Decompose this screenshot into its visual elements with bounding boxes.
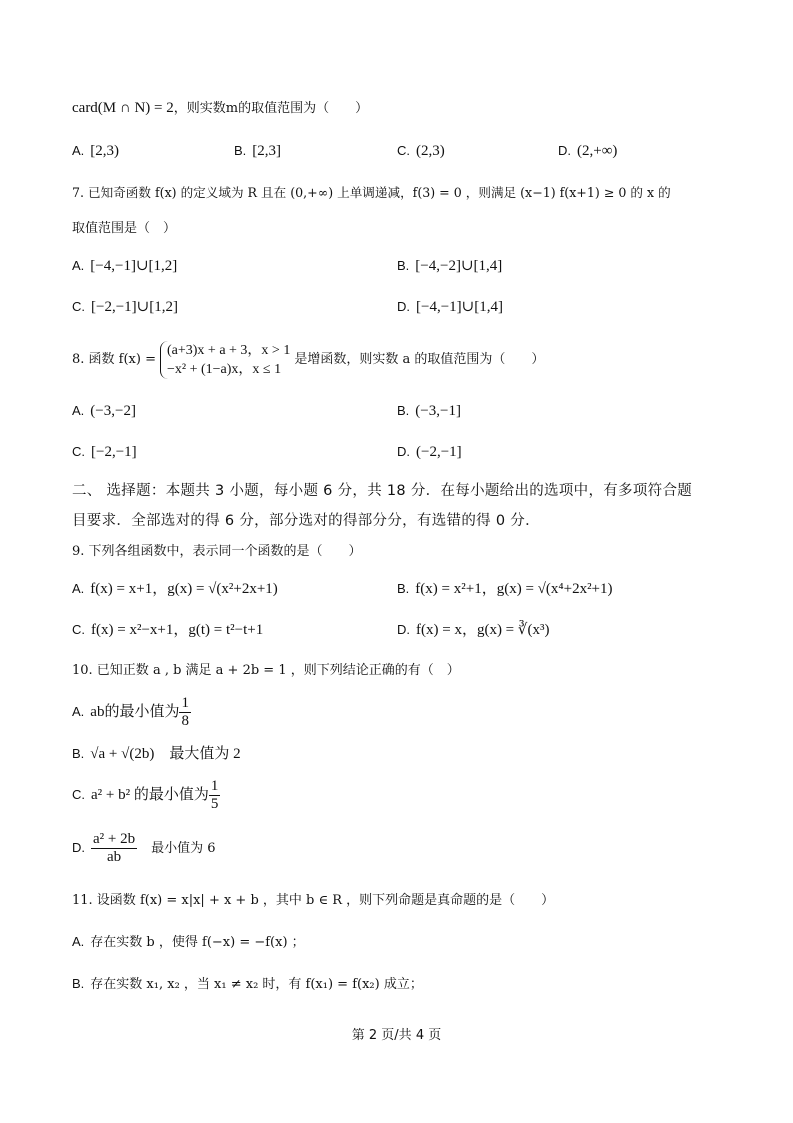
q9-option-b: B. f(x) = x²+1，g(x) = √(x⁴+2x²+1) [397,581,613,597]
q11-option-a-text: 存在实数 b ，使得 f(−x) = −f(x) ； [90,935,305,950]
q9-option-a: A. f(x) = x+1，g(x) = √(x²+2x+1) [72,581,278,597]
q10-option-d: D. $\frac{\text{a² + 2b}}{ab}$ 最小值为 6 [72,831,216,865]
page-footer: 第 2 页/共 4 页 [351,1028,442,1043]
q8-option-b: B. (−3,−1] [397,403,461,419]
q7-stem-line1: 7. 已知奇函数 f(x) 的定义域为 R 且在 (0,+∞) 上单调递减，f(3) = 0 ，则满足 (x−1) f(x+1) ≥ 0 的 x 的 [72,185,671,200]
q7-option-d: D. [−4,−1]∪[1,4] [397,299,503,315]
q9-option-c: C. f(x) = x²−x+1，g(t) = t²−t+1 [72,622,264,638]
q8-stem [72,340,544,380]
q6-option-b: B. [2,3] [234,143,282,159]
q10-option-b: B. √a + √(2b) 最大值为 2 [72,746,241,762]
q10-option-a: A. ab的最小值为 $\frac{1}{8}$ [72,695,189,729]
q11-stem: 11. 设函数 f(x) = x|x| + x + b ，其中 b ∈ R ，则下列命题是真命题的是（ ） [72,893,555,908]
q8-option-d: D. (−2,−1] [397,444,462,460]
q8-case-1: (a+3)x + a + 3，x > 1 [166,342,291,358]
q6-condition-line [72,98,368,119]
q6-card-expression: card(M ∩ N) = 2 [72,100,174,116]
q7-option-c: C. [−2,−1]∪[1,2] [72,299,178,315]
q7-option-a: A. [−4,−1]∪[1,2] [72,258,178,274]
section2-heading-line2: 目要求．全部选对的得 6 分，部分选对的得部分分，有选错的得 0 分． [72,513,540,529]
q7-stem-line2: 取值范围是（ ） [72,221,177,236]
q8-suffix: 是增函数，则实数 a 的取值范围为（ ） [294,352,545,367]
q11-option-a: A. 存在实数 b ，使得 f(−x) = −f(x) ； [72,934,305,950]
q10-option-b-text: √a + √(2b) 最大值为 2 [90,746,241,762]
q9-stem: 9. 下列各组函数中，表示同一个函数的是（ ） [72,544,362,559]
q8-prefix: 8. 函数 f(x) = [72,352,156,367]
q6-option-d: D. (2,+∞) [558,143,618,159]
q9-option-d: D. f(x) = x，g(x) = ∛(x³) [397,622,550,638]
q10-option-c-fraction: $\frac{1}{5}$ [210,778,219,812]
q8-piecewise-function [160,341,290,379]
q7-option-b: B. [−4,−2]∪[1,4] [397,258,503,274]
q8-option-a: A. (−3,−2] [72,403,136,419]
q10-option-c: C. a² + b² 的最小值为 $\frac{1}{5}$ [72,778,219,812]
q10-stem: 10. 已知正数 a , b 满足 a + 2b = 1 ，则下列结论正确的有（ ） [72,663,460,678]
q10-option-d-text: 最小值为 6 [151,841,216,856]
q8-case-2: −x² + (1−a)x，x ≤ 1 [166,361,282,377]
section2-heading-line1: 二、 选择题：本题共 3 小题，每小题 6 分，共 18 分．在每小题给出的选项中，有多项符合题 [72,483,693,499]
q11-option-b-text: 存在实数 x₁, x₂ ，当 x₁ ≠ x₂ 时，有 f(x₁) = f(x₂) 成立； [90,977,423,992]
q8-option-c: C. [−2,−1] [72,444,137,460]
q6-option-c: C. (2,3) [397,143,445,159]
q10-option-a-fraction: $\frac{1}{8}$ [181,695,189,729]
q11-option-b: B. 存在实数 x₁, x₂ ，当 x₁ ≠ x₂ 时，有 f(x₁) = f(x₂) 成立； [72,976,423,992]
q10-option-c-text: a² + b² 的最小值为 [91,787,209,803]
q10-option-d-fraction: $\frac{\text{a² + 2b}}{ab}$ [93,831,136,865]
q6-question-text: ，则实数m的取值范围为（ ） [173,101,369,116]
q6-option-a: A. [2,3) [72,143,120,159]
q10-option-a-text: ab的最小值为 [90,704,180,720]
